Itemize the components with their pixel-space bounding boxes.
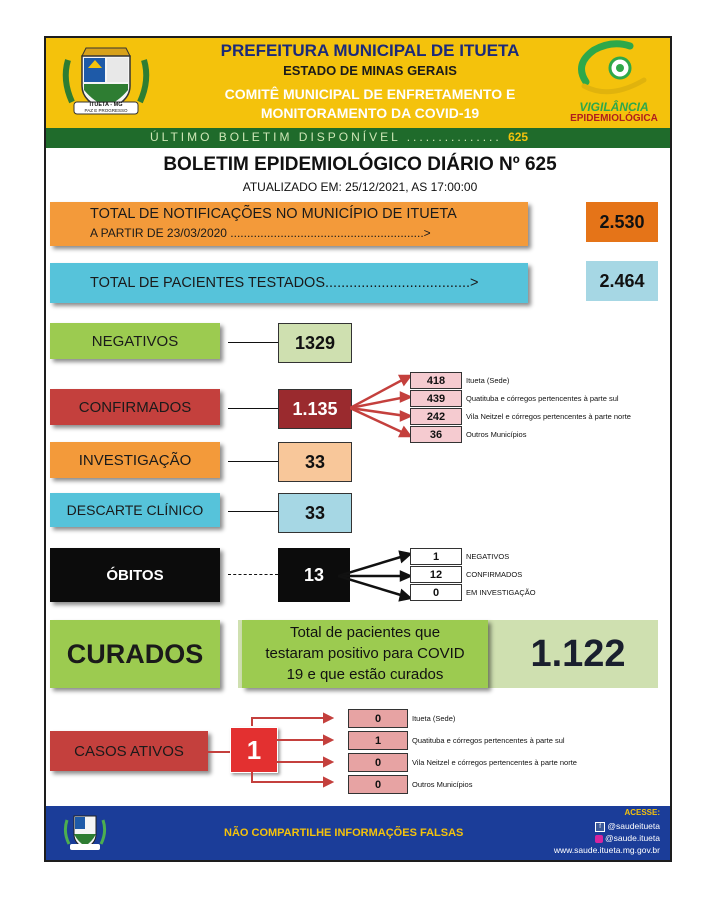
deaths-arrows [338,548,412,602]
footer-band [46,806,670,860]
active-outros-label: Outros Municípios [412,780,473,789]
investigation-connector [228,461,278,462]
bulletin-title: BOLETIM EPIDEMIOLÓGICO DIÁRIO Nº 625 [163,154,557,175]
active-value: 1 [230,727,278,773]
confirmed-sede-label: Itueta (Sede) [466,376,510,385]
confirmed-value: 1.135 [278,389,352,429]
footer-facebook-text: @saudeitueta [607,821,660,831]
recovered-value: 1.122 [530,632,626,675]
active-outros-value: 0 [348,775,408,794]
active-sul-value: 1 [348,731,408,750]
clinical-discard-value: 33 [278,493,352,533]
active-sede-value: 0 [348,709,408,728]
deaths-value: 13 [278,548,350,602]
confirmed-outros-value: 36 [410,426,462,443]
notifications-value: 2.530 [586,202,658,242]
footer-message: NÃO COMPARTILHE INFORMAÇÕES FALSAS [224,827,464,839]
tested-label-box [50,263,528,303]
facebook-icon: f [595,822,605,832]
negatives-value: 1329 [278,323,352,363]
tested-value: 2.464 [586,261,658,301]
footer-access: ACESSE: [624,808,660,817]
header-state: ESTADO DE MINAS GERAIS [283,63,457,78]
confirmed-label: CONFIRMADOS [50,389,220,425]
active-connector [208,751,230,753]
clinical-discard-label: DESCARTE CLÍNICO [50,493,220,527]
deaths-confirmed-label: CONFIRMADOS [466,570,523,579]
confirmed-norte-label: Vila Neitzel e córregos pertencentes à parte norte [466,412,631,421]
negatives-label: NEGATIVOS [50,323,220,359]
negatives-connector [228,342,278,343]
deaths-investigation-label: EM INVESTIGAÇÃO [466,588,536,597]
recovered-label: CURADOS [50,620,220,688]
investigation-label: INVESTIGAÇÃO [50,442,220,478]
deaths-connector [228,574,278,575]
notifications-label-box [50,202,528,246]
logo-right-text-1: VIGILÂNCIA [579,100,649,114]
active-label: CASOS ATIVOS [50,731,208,771]
confirmed-norte-value: 242 [410,408,462,425]
notifications-line-1: TOTAL DE NOTIFICAÇÕES NO MUNICÍPIO DE ITUETA [90,206,457,222]
confirmed-connector [228,408,278,409]
active-norte-value: 0 [348,753,408,772]
deaths-label: ÓBITOS [50,548,220,602]
footer-facebook[interactable] [516,821,660,832]
footer-instagram-text: @saude.itueta [605,833,660,843]
deaths-investigation-value: 0 [410,584,462,601]
recovered-description [242,620,488,688]
committee-line-1: COMITÊ MUNICIPAL DE ENFRETAMENTO E [224,86,516,102]
clinical-discard-connector [228,511,278,512]
last-bulletin-value: 625 [508,130,529,144]
active-sede-label: Itueta (Sede) [412,714,456,723]
bulletin-updated: ATUALIZADO EM: 25/12/2021, AS 17:00:00 [242,180,478,194]
deaths-negative-value: 1 [410,548,462,565]
confirmed-sul-label: Quatituba e córregos pertencentes à parte sul [466,394,619,403]
instagram-icon [595,835,603,843]
active-norte-label: Vila Neitzel e córregos pertencentes à parte norte [412,758,577,767]
active-sul-label: Quatituba e córregos pertencentes à parte sul [412,736,565,745]
deaths-confirmed-value: 12 [410,566,462,583]
deaths-negative-label: NEGATIVOS [466,552,510,561]
confirmed-sul-value: 439 [410,390,462,407]
logo-right-text-2: EPIDEMIOLÓGICA [570,113,658,124]
recovered-desc-line-1: Total de pacientes que [289,624,441,641]
confirmed-outros-label: Outros Municípios [466,430,527,439]
confirmed-arrows [350,370,412,442]
vigilancia-logo [564,40,664,126]
active-arrows [250,712,334,788]
last-bulletin-label: ÚLTIMO BOLETIM DISPONÍVEL ............... [150,130,502,144]
city-coat-of-arms-logo [58,40,154,122]
footer-instagram[interactable] [516,833,660,843]
header-title: PREFEITURA MUNICIPAL DE ITUETA [220,41,520,60]
recovered-desc-line-3: 19 e que estão curados [286,666,444,683]
notifications-line-2: A PARTIR DE 23/03/2020 ..........................................................> [90,226,431,240]
last-bulletin [150,130,620,144]
header-committee [170,85,570,123]
tested-label: TOTAL DE PACIENTES TESTADOS....................................> [90,275,479,291]
committee-line-2: MONITORAMENTO DA COVID-19 [260,105,480,121]
recovered-desc-line-2: testaram positivo para COVID [265,645,465,662]
footer-website[interactable]: www.saude.itueta.mg.gov.br [553,845,660,855]
logo-left-text-1: ITUETA - MG [89,102,123,108]
investigation-value: 33 [278,442,352,482]
confirmed-sede-value: 418 [410,372,462,389]
footer-coat-of-arms-logo [62,810,108,854]
logo-left-text-2: PAZ E PROGRESSO [84,108,128,113]
